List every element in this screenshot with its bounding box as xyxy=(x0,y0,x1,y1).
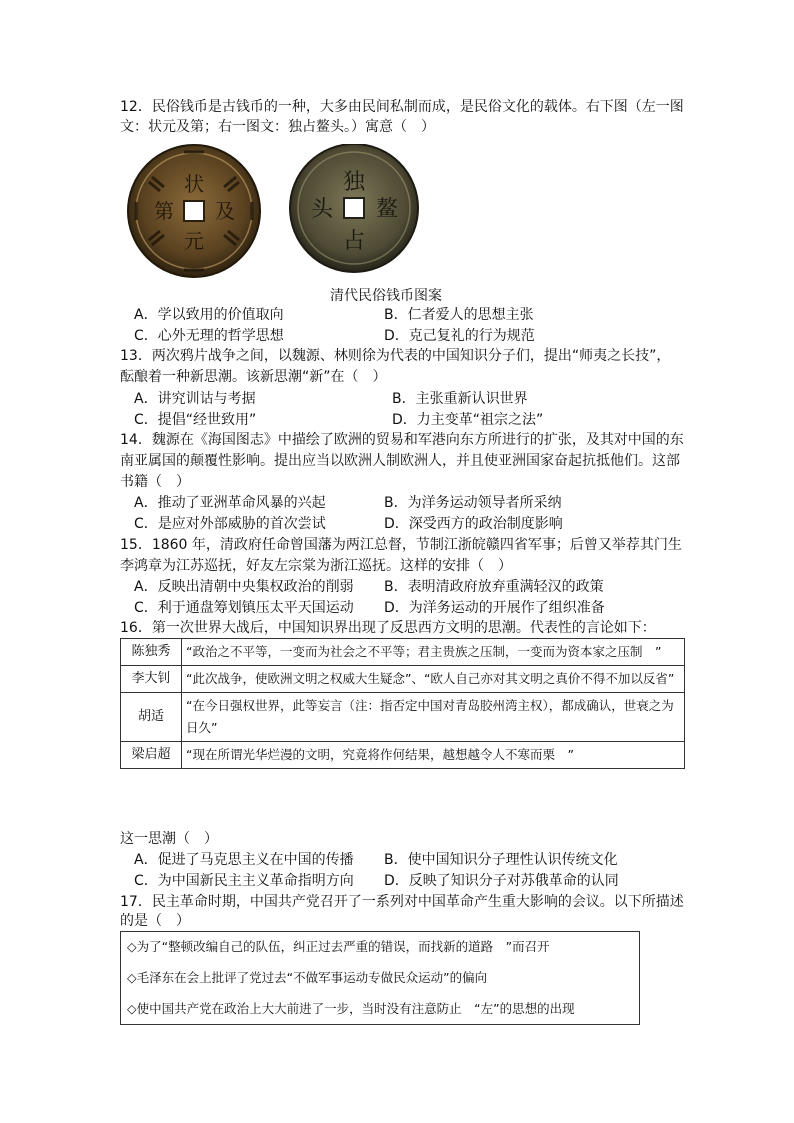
coin-right-char-bottom: 占 xyxy=(342,229,366,254)
coin-left-char-top: 状 xyxy=(184,172,204,196)
coin-left-char-right: 及 xyxy=(215,199,235,223)
q14-stem-line1: 14．魏源在《海国图志》中描绘了欧洲的贸易和军港向东方所进行的扩张，及其对中国的东 xyxy=(120,432,684,448)
q14-option-c[interactable]: C．是应对外部威胁的首次尝试 xyxy=(134,516,326,532)
q16-stem-line2: 这一思潮（ ） xyxy=(120,831,218,847)
coin-left-char-bottom: 元 xyxy=(184,229,204,253)
q13-stem-line2: 酝酿着一种新思潮。该新思潮“新”在（ ） xyxy=(120,369,387,385)
q16-option-c[interactable]: C．为中国新民主主义革命指明方向 xyxy=(134,873,354,889)
q16-option-b[interactable]: B．使中国知识分子理性认识传统文化 xyxy=(384,852,618,868)
q16-stem-line1: 16．第一次世界大战后，中国知识界出现了反思西方文明的思潮。代表性的言论如下： xyxy=(120,620,656,636)
coin-right-char-top: 独 xyxy=(342,170,366,195)
q12-option-a[interactable]: A．学以致用的价值取向 xyxy=(134,307,284,323)
table-row xyxy=(121,693,685,742)
q12-stem-line2: 文：状元及第；右一图文：独占鳌头。）寓意（ ） xyxy=(120,119,435,135)
q12-option-c[interactable]: C．心外无理的哲学思想 xyxy=(134,328,284,344)
coin-right-char-right: 鳌 xyxy=(375,197,399,222)
q13-stem-line1: 13．两次鸦片战争之间，以魏源、林则徐为代表的中国知识分子们，提出“师夷之长技”， xyxy=(120,348,671,364)
table-cell-quote: “在今日强权世界，此等妄言（注：指否定中国对青岛胶州湾主权），都成确认，世衰之为日久” xyxy=(182,693,685,742)
q17-clue-item: ◇毛泽东在会上批评了党过去“不做军事运动专做民众运动”的偏向 xyxy=(127,970,488,985)
q16-option-a[interactable]: A．促进了马克思主义在中国的传播 xyxy=(134,852,354,868)
coin-left-char-left: 第 xyxy=(154,199,174,223)
q17-stem-line1: 17．民主革命时期，中国共产党召开了一系列对中国革命产生重大影响的会议。以下所描述 xyxy=(120,894,684,910)
q16-option-d[interactable]: D．反映了知识分子对苏俄革命的认同 xyxy=(384,873,619,889)
q15-stem-line1: 15．1860 年，清政府任命曾国藩为两江总督，节制江浙皖赣四省军事；后曾又举荐其门生 xyxy=(120,537,682,553)
table-row xyxy=(121,639,685,666)
q17-clue-box xyxy=(120,931,640,1025)
q13-option-d[interactable]: D．力主变革“祖宗之法” xyxy=(392,412,544,428)
q14-option-a[interactable]: A．推动了亚洲革命风暴的兴起 xyxy=(134,495,326,511)
q13-option-c[interactable]: C．提倡“经世致用” xyxy=(134,412,257,428)
q17-clue-item: ◇使中国共产党在政治上大大前进了一步，当时没有注意防止 “左”的思想的出现 xyxy=(127,1001,575,1016)
table-row xyxy=(121,666,685,693)
table-row xyxy=(121,742,685,769)
coin-right-char-left: 头 xyxy=(310,197,334,222)
q15-stem-line2: 李鸿章为江苏巡抚，好友左宗棠为浙江巡抚。这样的安排（ ） xyxy=(120,558,512,574)
q15-option-d[interactable]: D．为洋务运动的开展作了组织准备 xyxy=(384,600,605,616)
q13-option-a[interactable]: A．讲究训诂与考据 xyxy=(134,391,256,407)
q14-stem-line2: 南亚属国的颠覆性影响。提出应当以欧洲人制欧洲人，并且使亚洲国家奋起抗抵他们。这部 xyxy=(120,453,680,469)
q12-option-d[interactable]: D．克己复礼的行为规范 xyxy=(384,328,535,344)
table-cell-name: 胡适 xyxy=(121,693,182,742)
coin-right xyxy=(290,144,418,272)
q15-option-a[interactable]: A．反映出清朝中央集权政治的削弱 xyxy=(134,579,354,595)
table-cell-name: 梁启超 xyxy=(121,742,182,769)
coin-images xyxy=(122,144,432,278)
q12-option-b[interactable]: B．仁者爱人的思想主张 xyxy=(384,307,534,323)
q17-stem-line2: 的是（ ） xyxy=(120,913,190,929)
q13-option-b[interactable]: B．主张重新认识世界 xyxy=(392,391,528,407)
q14-stem-line3: 书籍（ ） xyxy=(120,474,190,490)
table-cell-name: 陈独秀 xyxy=(121,639,182,666)
q14-option-b[interactable]: B．为洋务运动领导者所采纳 xyxy=(384,495,562,511)
table-cell-name: 李大钊 xyxy=(121,666,182,693)
q16-quotes-table xyxy=(120,638,685,769)
table-cell-quote: “现在所谓光华烂漫的文明，究竟将作何结果，越想越令人不寒而栗 ” xyxy=(182,742,685,769)
coin-left xyxy=(128,145,260,277)
q12-stem-line1: 12．民俗钱币是古钱币的一种，大多由民间私制而成，是民俗文化的载体。右下图（左一图 xyxy=(120,99,684,115)
coin-caption: 清代民俗钱币图案 xyxy=(330,288,442,304)
table-cell-quote: “此次战争，使欧洲文明之权威大生疑念”、“欧人自己亦对其文明之真价不得不加以反省” xyxy=(182,666,685,693)
q15-option-c[interactable]: C．利于通盘筹划镇压太平天国运动 xyxy=(134,600,354,616)
q14-option-d[interactable]: D．深受西方的政治制度影响 xyxy=(384,516,563,532)
table-cell-quote: “政治之不平等，一变而为社会之不平等；君主贵族之压制，一变而为资本家之压制 ” xyxy=(182,639,685,666)
q15-option-b[interactable]: B．表明清政府放弃重满轻汉的政策 xyxy=(384,579,604,595)
q17-clue-item: ◇为了“整顿改编自己的队伍，纠正过去严重的错误，而找新的道路 ”而召开 xyxy=(127,939,550,954)
